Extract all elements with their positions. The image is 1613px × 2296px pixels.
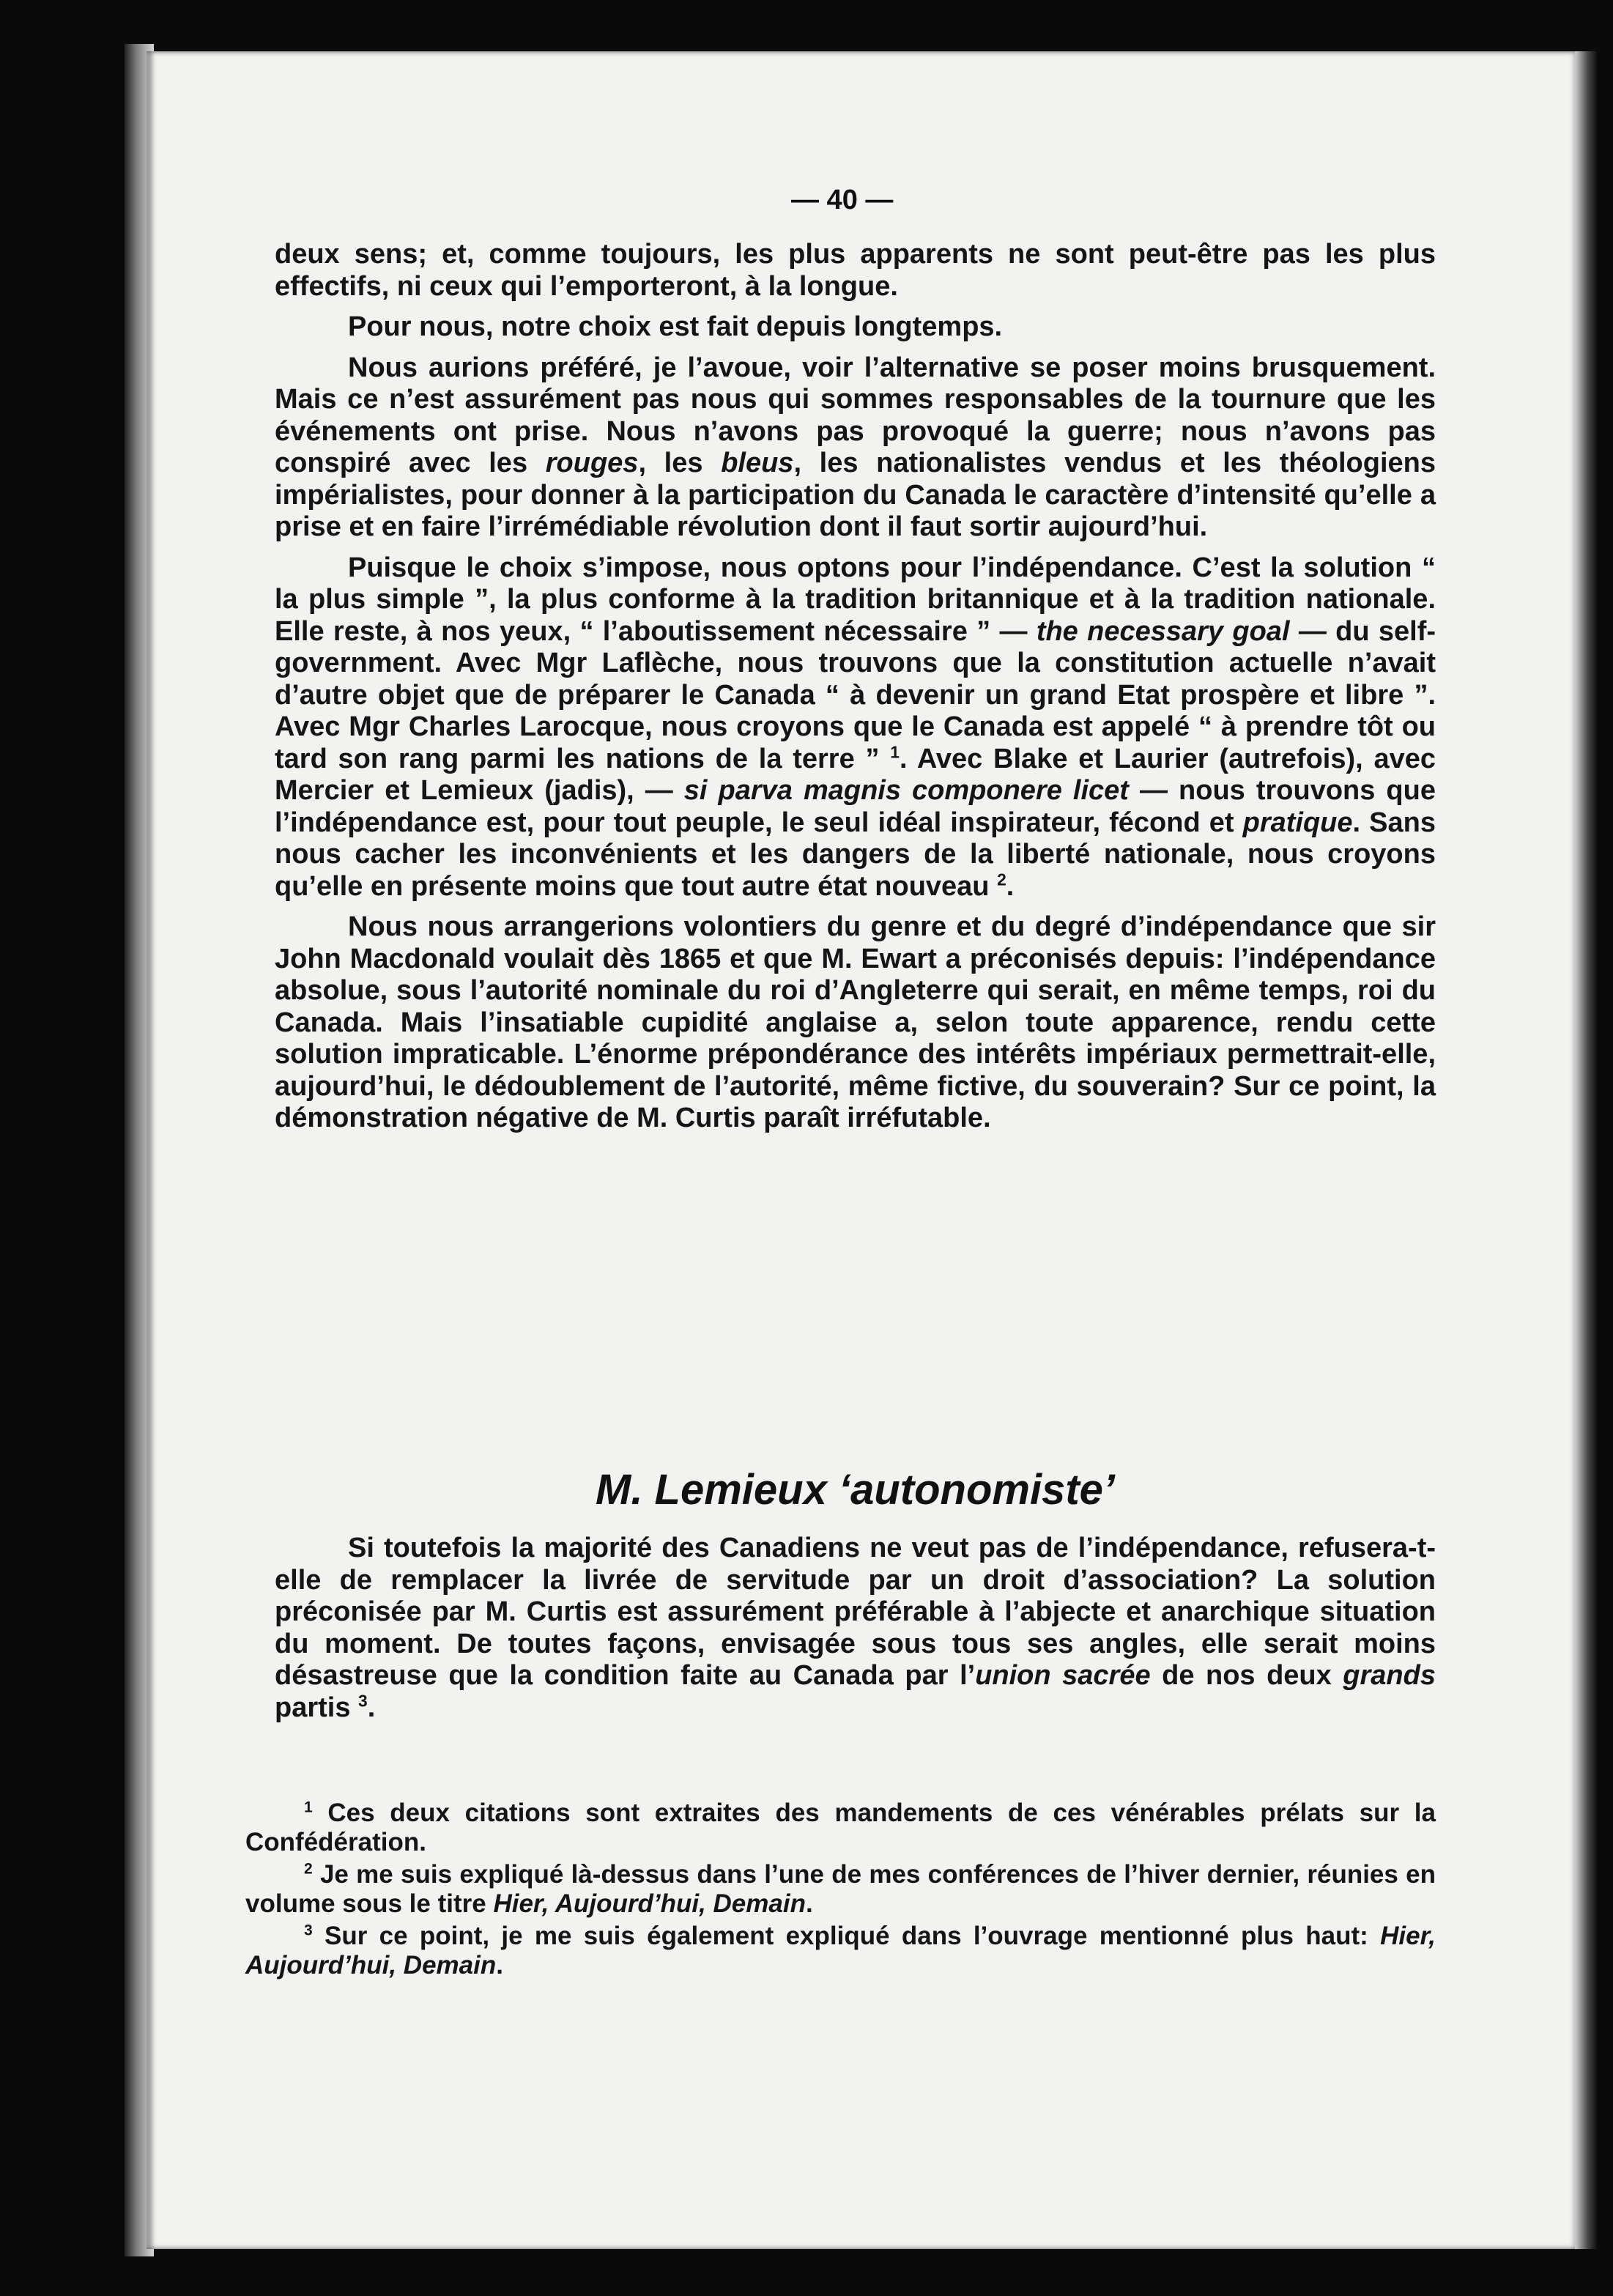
section-heading: M. Lemieux ‘autonomiste’: [596, 1466, 1115, 1514]
footnotes: [245, 1799, 1436, 1983]
paragraph-3: Nous aurions préféré, je l’avoue, voir l’alternative se poser moins brusquement. Mais ce n’est assurément pas nous qui sommes responsables de la tournure que les événements ont prise. Nous n’avons pas provoqué la guerre; nous n’avons pas conspiré avec les rouges, les bleus, les nationalistes vendus et les théologiens impérialistes, pour donner à la participation du Canada le caractère d’intensité qu’elle a prise et en faire l’irrémédiable révolution dont il faut sortir aujourd’hui.: [275, 352, 1436, 542]
section-paragraph-1: Si toutefois la majorité des Canadiens ne veut pas de l’indépendance, refusera-t-elle de remplacer la livrée de servitude par un droit d’association? La solution préconisée par M. Curtis est assurément préférable à l’abjecte et anarchique situation du moment. De toutes façons, envisagée sous tous ses angles, elle serait moins désastreuse que la condition faite au Canada par l’union sacrée de nos deux grands partis $^3$.: [275, 1533, 1436, 1723]
footnote-ref-3: 3: [358, 1690, 368, 1710]
footnote-2: $^2$ Je me suis expliqué là-dessus dans l’une de mes conférences de l’hiver dernier, réunies en volume sous le titre Hier, Aujourd’hui, Demain.: [245, 1860, 1436, 1918]
paragraph-1: deux sens; et, comme toujours, les plus apparents ne sont peut-être pas les plus effectifs, ni ceux qui l’emporteront, à la longue.: [275, 239, 1436, 302]
main-text: [275, 239, 1436, 1135]
page-right-shadow: [1575, 51, 1597, 2249]
footnote-1: $^1$ Ces deux citations sont extraites des mandements de ces vénérables prélats sur la Confédération.: [245, 1799, 1436, 1856]
paragraph-2: Pour nous, notre choix est fait depuis longtemps.: [348, 311, 1003, 342]
paragraph-5: Nous nous arrangerions volontiers du genre et du degré d’indépendance que sir John Macdonald voulait dès 1865 et que M. Ewart a préconisés depuis: l’indépendance absolue, sous l’autorité nominale du roi d’Angleterre qui serait, en même temps, roi du Canada. Mais l’insatiable cupidité anglaise a, selon toute apparence, rendu cette solution impraticable. L’énorme prépondérance des intérêts impériaux permettrait-elle, aujourd’hui, le dédoublement de l’autorité, même fictive, du souverain? Sur ce point, la démonstration négative de M. Curtis paraît irréfutable.: [275, 911, 1436, 1133]
footnote-3: $^3$ Sur ce point, je me suis également expliqué dans l’ouvrage mentionné plus haut: Hier, Aujourd’hui, Demain.: [245, 1922, 1436, 1980]
page-number: — 40 —: [791, 185, 894, 215]
paragraph-4: Puisque le choix s’impose, nous optons pour l’indépendance. C’est la solution “ la plus simple ”, la plus conforme à la tradition britannique et à la tradition nationale. Elle reste, à nos yeux, “ l’aboutissement nécessaire ” — the necessary goal — du self-government. Avec Mgr Laflèche, nous trouvons que la constitution actuelle n’avait d’autre objet que de préparer le Canada “ à devenir un grand Etat prospère et libre ”. Avec Mgr Charles Larocque, nous croyons que le Canada est appelé “ à prendre tôt ou tard son rang parmi les nations de la terre ” $^1$. Avec Blake et Laurier (autrefois), avec Mercier et Lemieux (jadis), — si parva magnis componere licet — nous trouvons que l’indépendance est, pour tout peuple, le seul idéal inspirateur, fécond et pratique. Sans nous cacher les inconvénients et les dangers de la liberté nationale, nous croyons qu’elle en présente moins que tout autre état nouveau $^2$.: [275, 552, 1436, 902]
footnote-ref-1: 1: [890, 741, 900, 761]
section-text: [275, 1533, 1436, 1724]
footnote-ref-2: 2: [997, 869, 1006, 889]
